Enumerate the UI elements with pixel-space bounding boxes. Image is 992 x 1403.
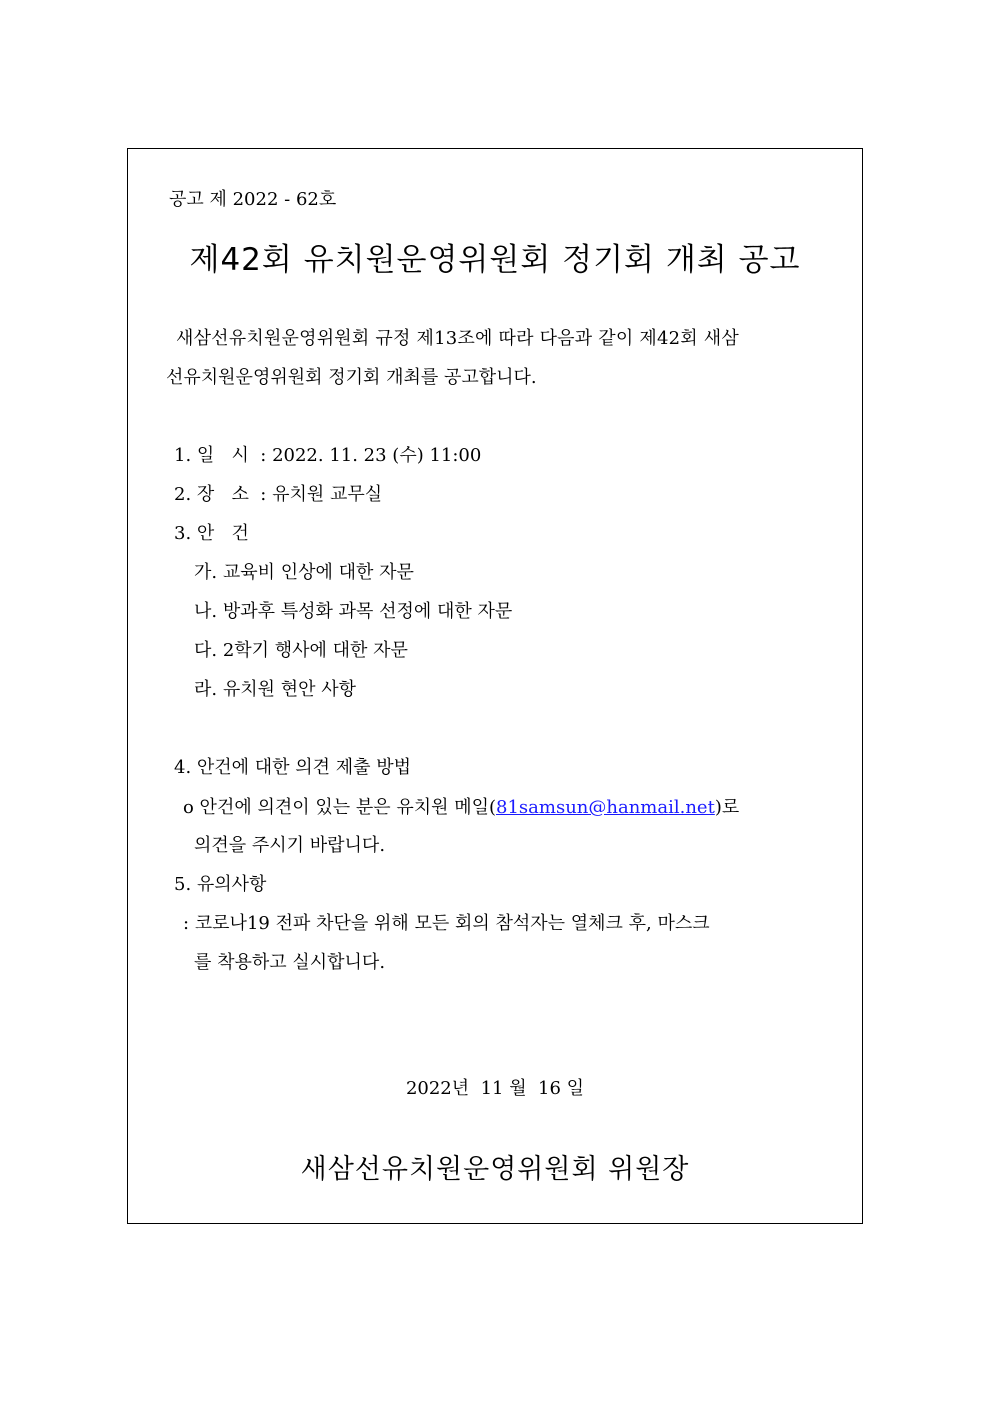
- meeting-place-item: 2. 장 소 : 유치원 교무실: [174, 484, 383, 505]
- opinion-text-suffix: )로: [714, 797, 740, 818]
- meeting-date-item: 1. 일 시 : 2022. 11. 23 (수) 11:00: [174, 445, 482, 466]
- notice-number: 공고 제 2022 - 62호: [169, 189, 337, 210]
- intro-line-2: 선유치원운영위원회 정기회 개최를 공고합니다.: [166, 367, 537, 388]
- notice-date: 2022년 11 월 16 일: [405, 1078, 585, 1099]
- caution-line-2: 를 착용하고 실시합니다.: [194, 952, 386, 973]
- opinion-text-prefix: o 안건에 의견이 있는 분은 유치원 메일(: [183, 797, 497, 818]
- caution-line-1: : 코로나19 전파 차단을 위해 모든 회의 참석자는 열체크 후, 마스크: [183, 913, 710, 934]
- signature: 새삼선유치원운영위원회 위원장: [300, 1154, 690, 1185]
- agenda-item: 가. 교육비 인상에 대한 자문: [194, 562, 414, 583]
- opinion-line-2: 의견을 주시기 바랍니다.: [194, 835, 386, 856]
- agenda-item: 다. 2학기 행사에 대한 자문: [194, 640, 408, 661]
- caution-heading: 5. 유의사항: [174, 874, 267, 895]
- intro-line-1: 새삼선유치원운영위원회 규정 제13조에 따라 다음과 같이 제42회 새삼: [176, 328, 739, 349]
- opinion-heading: 4. 안건에 대한 의견 제출 방법: [174, 757, 412, 778]
- opinion-line-1: [183, 797, 739, 819]
- page-title: 제42회 유치원운영위원회 정기회 개최 공고: [189, 242, 801, 278]
- agenda-item: 라. 유치원 현안 사항: [194, 679, 356, 700]
- agenda-item: 나. 방과후 특성화 과목 선정에 대한 자문: [194, 601, 513, 622]
- agenda-heading: 3. 안 건: [174, 523, 249, 544]
- email-link[interactable]: 81samsun@hanmail.net: [496, 797, 715, 818]
